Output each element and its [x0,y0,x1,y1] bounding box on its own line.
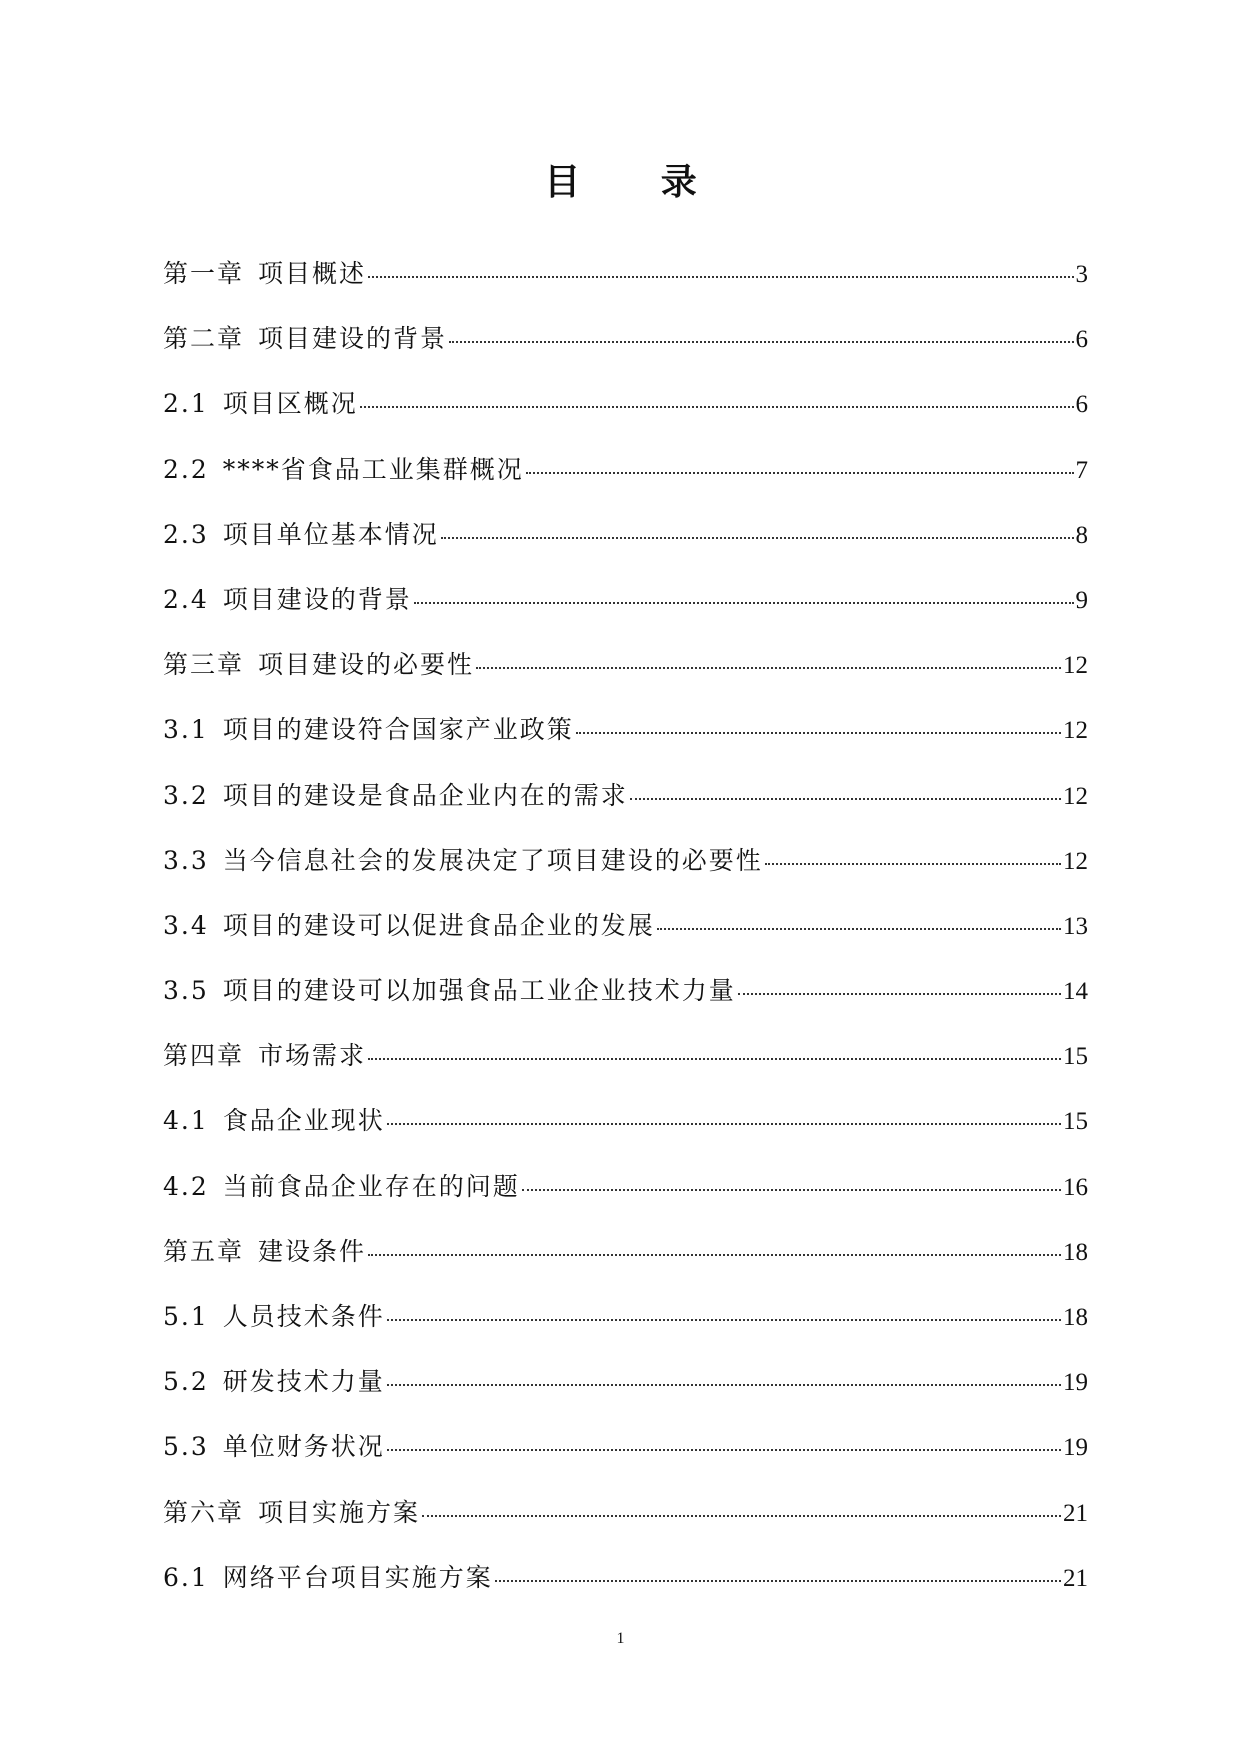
toc-leader-dots [387,1319,1061,1321]
toc-entry-number: 2.1 [163,389,209,419]
toc-entry-page: 21 [1063,1499,1088,1527]
toc-entry-text: 网络平台项目实施方案 [222,1562,493,1592]
toc-entry[interactable] [163,256,1088,321]
toc-entry-text: 食品企业现状 [222,1106,385,1136]
toc-leader-dots [576,732,1061,734]
toc-leader-dots [387,1123,1061,1125]
toc-entry-number: 3.3 [163,845,209,875]
toc-entry-number: 第五章 [163,1236,245,1266]
toc-entry-label [163,1560,493,1596]
toc-entry[interactable] [163,582,1088,647]
toc-leader-dots [422,1515,1061,1517]
toc-entry-text: 项目单位基本情况 [222,519,439,549]
toc-entry-label [163,1103,385,1139]
toc-entry-number: 5.1 [163,1302,209,1331]
toc-entry-page: 15 [1063,1043,1088,1071]
toc-entry[interactable] [163,1234,1088,1299]
toc-entry-number: 4.1 [163,1106,209,1136]
toc-entry-text: 市场需求 [258,1041,367,1071]
toc-entry-label [163,321,447,357]
toc-entry-page: 18 [1063,1304,1088,1331]
toc-entry-page: 16 [1063,1173,1088,1201]
toc-entry-number: 第二章 [163,324,245,354]
toc-entry-page: 19 [1063,1369,1088,1397]
footer-page-number: 1 [616,1630,625,1647]
toc-entry-label [163,452,524,488]
toc-entry-number: 2.4 [163,584,209,614]
toc-entry-number: 3.4 [163,910,209,940]
toc-leader-dots [495,1580,1061,1582]
toc-entry-text: 项目的建设符合国家产业政策 [222,715,574,745]
toc-entry-label [163,908,655,944]
toc-entry-number: 第六章 [163,1497,245,1527]
toc-entry[interactable] [163,908,1088,973]
toc-entry-text: 项目建设的背景 [258,324,448,354]
toc-entry[interactable] [163,1103,1088,1168]
toc-entry[interactable] [163,386,1088,451]
toc-leader-dots [368,276,1073,278]
toc-entry-number: 3.1 [163,715,209,745]
toc-entry[interactable] [163,1364,1088,1429]
toc-entry-text: 建设条件 [258,1236,367,1266]
toc-entry-label [163,712,574,748]
toc-leader-dots [360,406,1074,408]
toc-entry-label [163,1429,385,1465]
toc-entry-number: 2.3 [163,519,209,549]
toc-entry-number: 5.3 [163,1432,209,1462]
toc-entry[interactable] [163,1429,1088,1494]
toc-entry-number: 5.2 [163,1367,209,1397]
toc-entry[interactable] [163,1560,1088,1625]
toc-leader-dots [765,863,1061,865]
toc-entry[interactable] [163,647,1088,712]
table-of-contents [163,256,1088,1625]
toc-leader-dots [387,1449,1061,1451]
toc-entry[interactable] [163,973,1088,1038]
toc-entry-page: 9 [1075,586,1088,614]
page-title: 目 录 [544,161,731,203]
toc-leader-dots [738,993,1061,995]
toc-entry-page: 19 [1063,1434,1088,1462]
toc-entry-label [163,973,736,1009]
toc-entry-label [163,843,763,879]
toc-entry-label [163,1038,366,1074]
toc-entry-text: 项目的建设可以加强食品工业企业技术力量 [222,976,736,1006]
toc-entry-text: ****省食品工业集群概况 [222,454,524,484]
toc-entry-number: 第一章 [163,259,245,288]
toc-entry-label [163,778,628,814]
toc-entry-label [163,1364,385,1400]
toc-entry-page: 15 [1063,1108,1088,1136]
toc-leader-dots [522,1189,1061,1191]
toc-entry[interactable] [163,1038,1088,1103]
toc-leader-dots [630,798,1061,800]
toc-entry-label [163,386,358,422]
toc-entry-page: 8 [1075,521,1088,549]
toc-entry-number: 第三章 [163,650,245,680]
toc-leader-dots [441,537,1074,539]
toc-entry-page: 12 [1063,652,1088,680]
toc-entry-label [163,647,474,683]
toc-entry-page: 12 [1063,717,1088,745]
toc-entry[interactable] [163,452,1088,517]
toc-entry-label [163,256,366,292]
toc-entry-label [163,582,412,618]
toc-entry-text: 当今信息社会的发展决定了项目建设的必要性 [222,845,763,875]
toc-entry-page: 12 [1063,782,1088,810]
toc-entry[interactable] [163,321,1088,386]
toc-entry-page: 6 [1075,326,1088,354]
toc-entry-page: 12 [1063,847,1088,875]
toc-entry-number: 2.2 [163,454,209,484]
toc-entry-page: 14 [1063,978,1088,1006]
toc-entry-label [163,1169,520,1205]
toc-entry-text: 项目的建设是食品企业内在的需求 [222,780,628,810]
toc-entry-number: 第四章 [163,1041,245,1071]
toc-entry-text: 项目建设的必要性 [258,650,475,680]
toc-entry-page: 3 [1075,261,1088,288]
toc-entry[interactable] [163,517,1088,582]
toc-entry-number: 3.5 [163,976,209,1006]
toc-entry-page: 21 [1063,1564,1088,1592]
toc-entry-page: 7 [1075,456,1088,484]
toc-leader-dots [657,928,1061,930]
toc-entry-text: 单位财务状况 [222,1432,385,1462]
toc-entry-page: 18 [1063,1238,1088,1266]
toc-entry-label [163,1299,385,1335]
toc-leader-dots [368,1058,1061,1060]
toc-leader-dots [449,341,1073,343]
toc-entry[interactable] [163,1169,1088,1234]
toc-entry-page: 6 [1075,391,1088,419]
toc-entry-text: 项目实施方案 [258,1497,421,1527]
toc-leader-dots [526,472,1074,474]
toc-entry[interactable] [163,1495,1088,1560]
toc-entry[interactable] [163,1299,1088,1364]
toc-entry-number: 3.2 [163,780,209,810]
toc-entry-label [163,1495,420,1531]
toc-leader-dots [387,1384,1061,1386]
toc-entry-text: 研发技术力量 [222,1367,385,1397]
toc-leader-dots [476,667,1061,669]
toc-entry-text: 项目区概况 [222,389,358,419]
toc-entry-text: 当前食品企业存在的问题 [222,1171,520,1201]
toc-entry-number: 4.2 [163,1171,209,1201]
toc-entry-label [163,517,439,553]
toc-entry[interactable] [163,712,1088,777]
toc-leader-dots [414,602,1074,604]
toc-entry-page: 13 [1063,912,1088,940]
toc-entry-text: 人员技术条件 [222,1302,385,1331]
toc-entry-label [163,1234,366,1270]
toc-leader-dots [368,1254,1061,1256]
toc-entry-text: 项目建设的背景 [222,584,412,614]
toc-entry-text: 项目概述 [258,259,367,288]
toc-entry[interactable] [163,778,1088,843]
toc-entry-number: 6.1 [163,1562,209,1592]
toc-entry[interactable] [163,843,1088,908]
toc-entry-text: 项目的建设可以促进食品企业的发展 [222,910,655,940]
